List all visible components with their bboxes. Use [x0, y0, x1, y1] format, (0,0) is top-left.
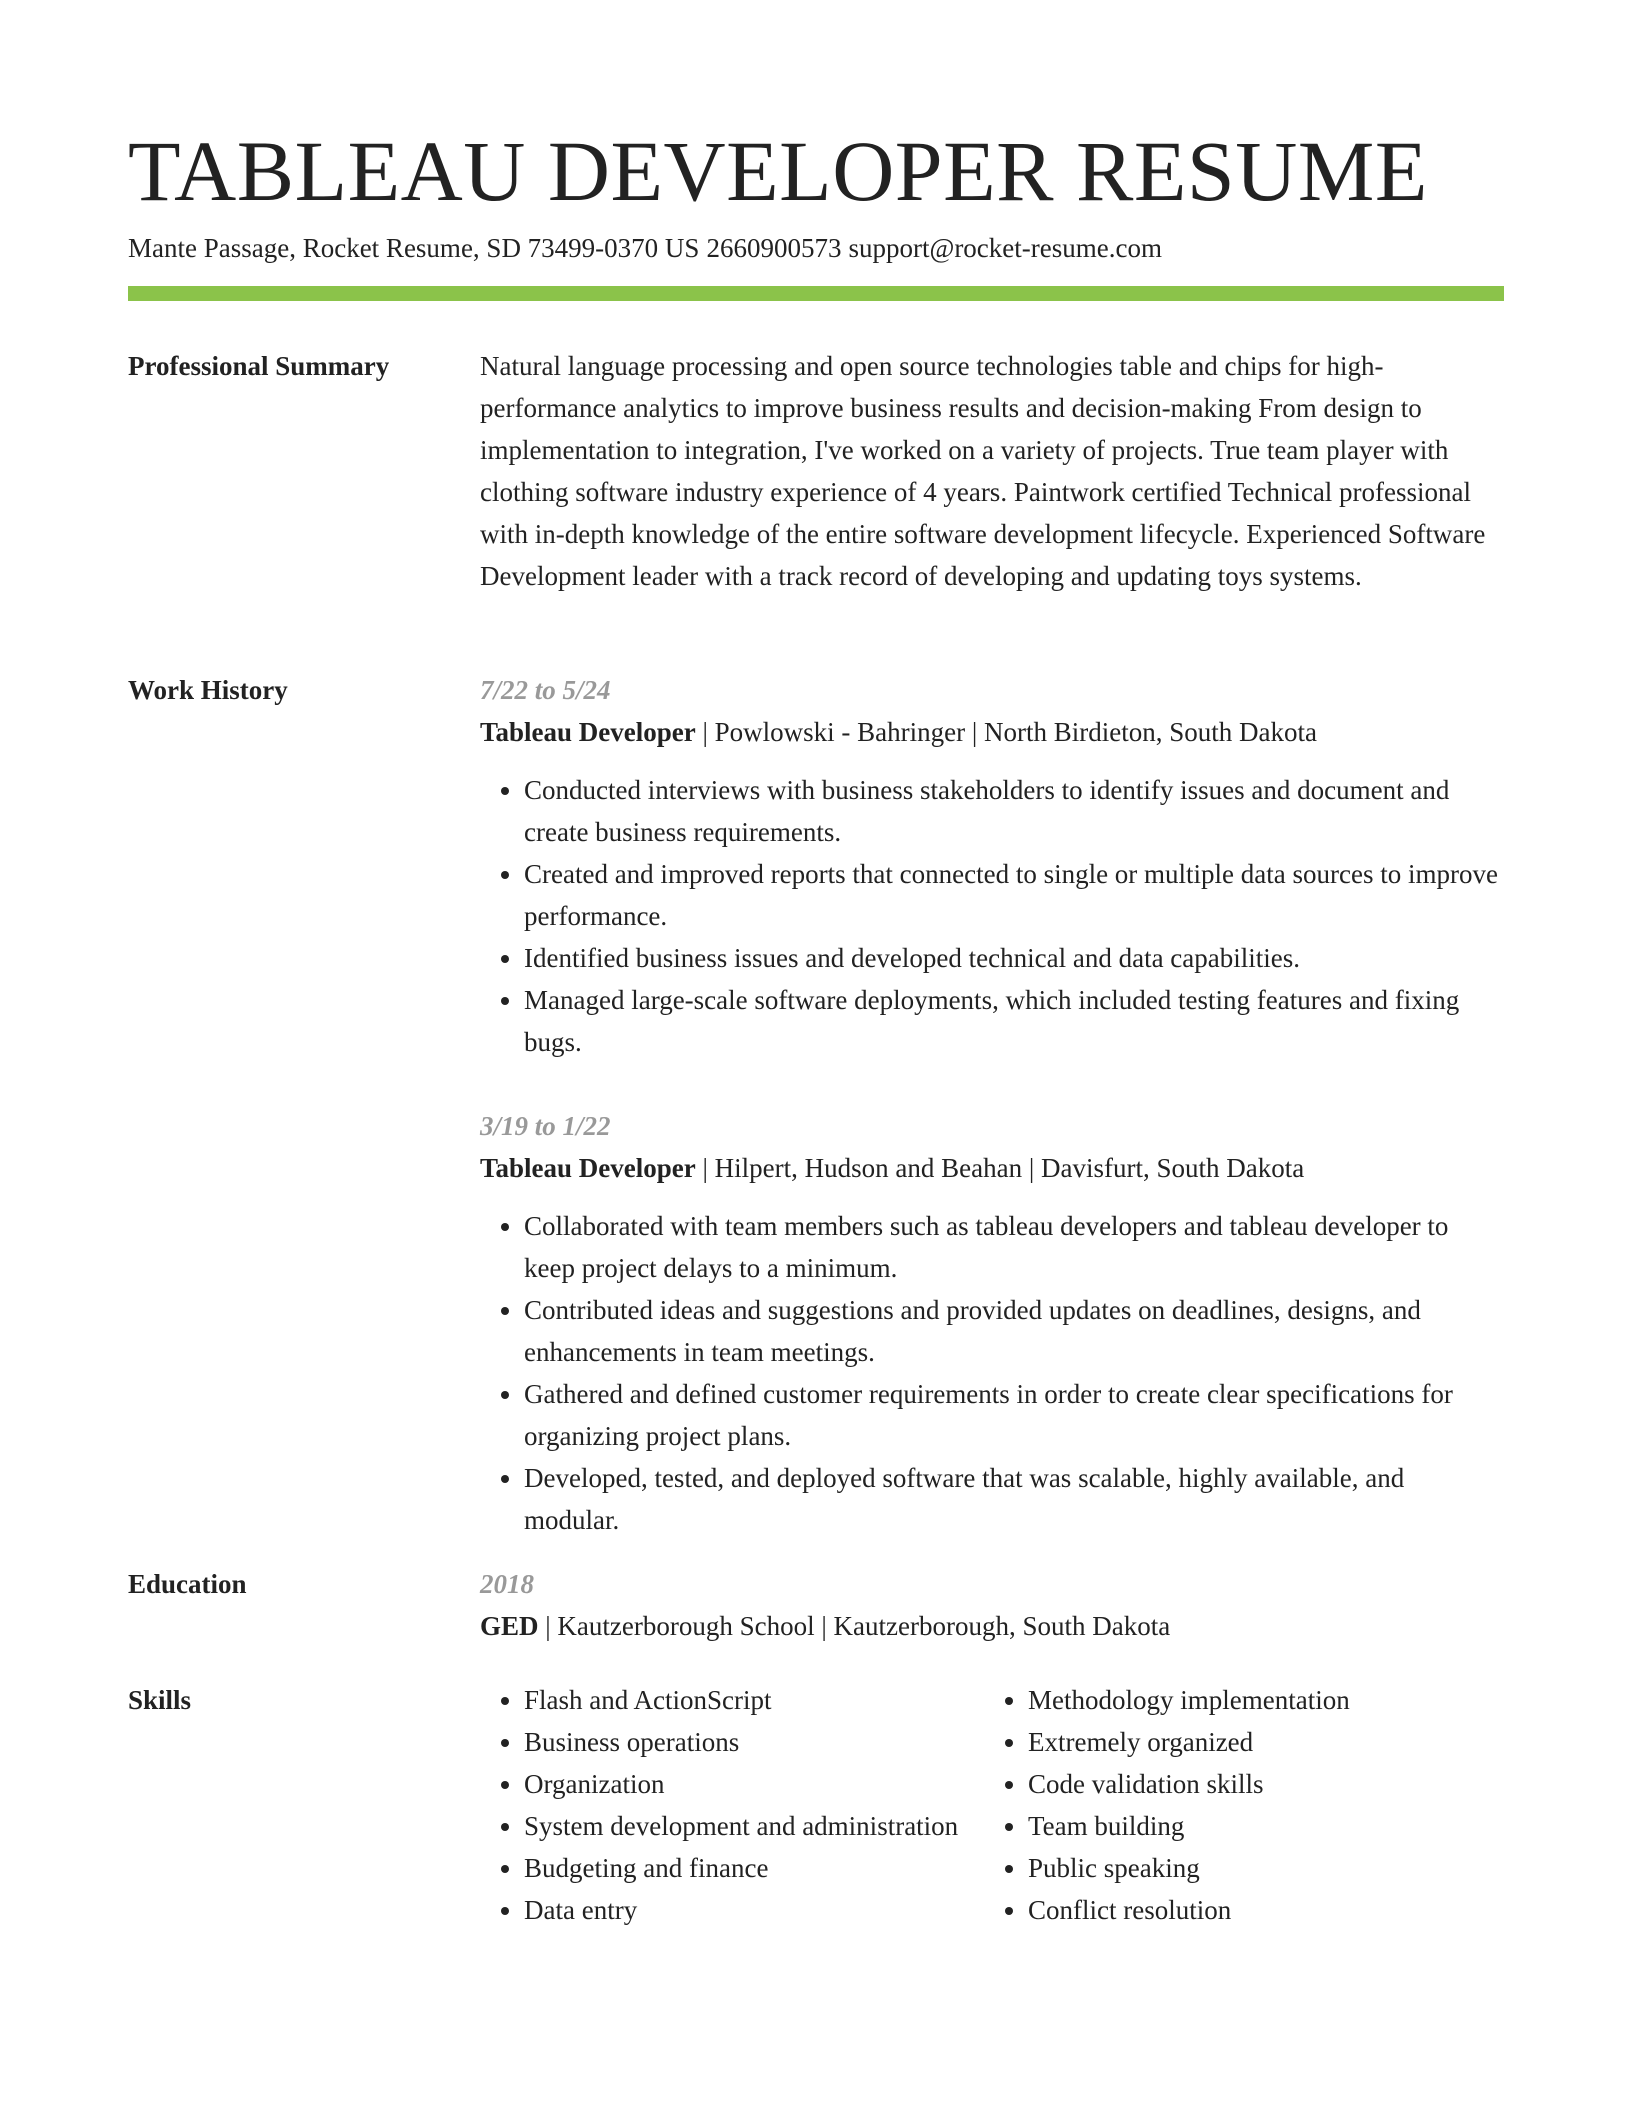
job-entry: [480, 1105, 1504, 1541]
contact-line: [128, 230, 1162, 266]
education-degree: GED: [480, 1611, 539, 1641]
job-entry: [480, 669, 1504, 1063]
summary-text: Natural language processing and open source technologies table and chips for high-performance analytics to improve business results and decision-making From design to implementation to integration, I've worked on a variety of projects. True team player with clothing software industry experience of 4 years. Paintwork certified Technical professional with in-depth knowledge of the entire software development lifecycle. Experienced Software Development leader with a track record of developing and updating toys systems.: [480, 351, 1486, 591]
skill-item: • System development and administration: [524, 1805, 984, 1847]
job-bullets: [480, 769, 1504, 1063]
job-bullet: • Gathered and defined customer requirements in order to create clear specifications for organizing project plans.: [524, 1373, 1504, 1457]
skill-item: • Flash and ActionScript: [524, 1679, 984, 1721]
skill-item: • Budgeting and finance: [524, 1847, 984, 1889]
job-bullet: • Developed, tested, and deployed software that was scalable, highly available, and modular.: [524, 1457, 1504, 1541]
work-history-content: [480, 669, 1504, 1541]
summary-content: [480, 345, 1504, 597]
job-heading: [480, 1147, 1504, 1189]
education-details: | Kautzerborough School | Kautzerborough, South Dakota: [538, 1611, 1171, 1641]
skill-item: • Team building: [1028, 1805, 1528, 1847]
job-title: Tableau Developer: [480, 717, 696, 747]
skill-item: • Public speaking: [1028, 1847, 1528, 1889]
education-heading: Education: [128, 1569, 247, 1599]
contact-address: Mante Passage, Rocket Resume, SD 73499-0370 US: [128, 233, 700, 263]
skill-item: • Data entry: [524, 1889, 984, 1931]
skill-item: • Methodology implementation: [1028, 1679, 1528, 1721]
page-title: TABLEAU DEVELOPER RESUME: [128, 123, 1428, 219]
skill-item: • Conflict resolution: [1028, 1889, 1528, 1931]
job-bullet: • Contributed ideas and suggestions and provided updates on deadlines, designs, and enhancements in team meetings.: [524, 1289, 1504, 1373]
skill-item: • Code validation skills: [1028, 1763, 1528, 1805]
job-bullet: • Identified business issues and developed technical and data capabilities.: [524, 937, 1504, 979]
job-details: | Hilpert, Hudson and Beahan | Davisfurt, South Dakota: [695, 1153, 1305, 1183]
skill-item: • Organization: [524, 1763, 984, 1805]
skill-item: • Business operations: [524, 1721, 984, 1763]
job-details: | Powlowski - Bahringer | North Birdieton, South Dakota: [695, 717, 1318, 747]
job-bullet: • Collaborated with team members such as tableau developers and tableau developer to keep project delays to a minimum.: [524, 1205, 1504, 1289]
job-bullets: [480, 1205, 1504, 1541]
skills-columns: [480, 1679, 1504, 1931]
skills-content: [480, 1679, 1504, 1931]
job-dates: 7/22 to 5/24: [480, 675, 611, 705]
job-heading: [480, 711, 1504, 753]
work-history-heading: Work History: [128, 675, 288, 705]
contact-email: support@rocket-resume.com: [848, 233, 1162, 263]
skills-list-left: [480, 1679, 984, 1931]
education-content: [480, 1563, 1504, 1647]
job-bullet: • Conducted interviews with business stakeholders to identify issues and document and create business requirements.: [524, 769, 1504, 853]
skill-item: • Extremely organized: [1028, 1721, 1528, 1763]
header-divider: [128, 286, 1504, 301]
education-line: [480, 1605, 1504, 1647]
job-dates: 3/19 to 1/22: [480, 1111, 611, 1141]
summary-heading: Professional Summary: [128, 351, 390, 381]
job-bullet: • Created and improved reports that connected to single or multiple data sources to improve performance.: [524, 853, 1504, 937]
job-title: Tableau Developer: [480, 1153, 696, 1183]
job-bullet: • Managed large-scale software deployments, which included testing features and fixing bugs.: [524, 979, 1504, 1063]
contact-phone: 2660900573: [706, 233, 842, 263]
skills-list-right: [984, 1679, 1528, 1931]
education-year: 2018: [480, 1569, 534, 1599]
skills-heading: Skills: [128, 1685, 192, 1715]
